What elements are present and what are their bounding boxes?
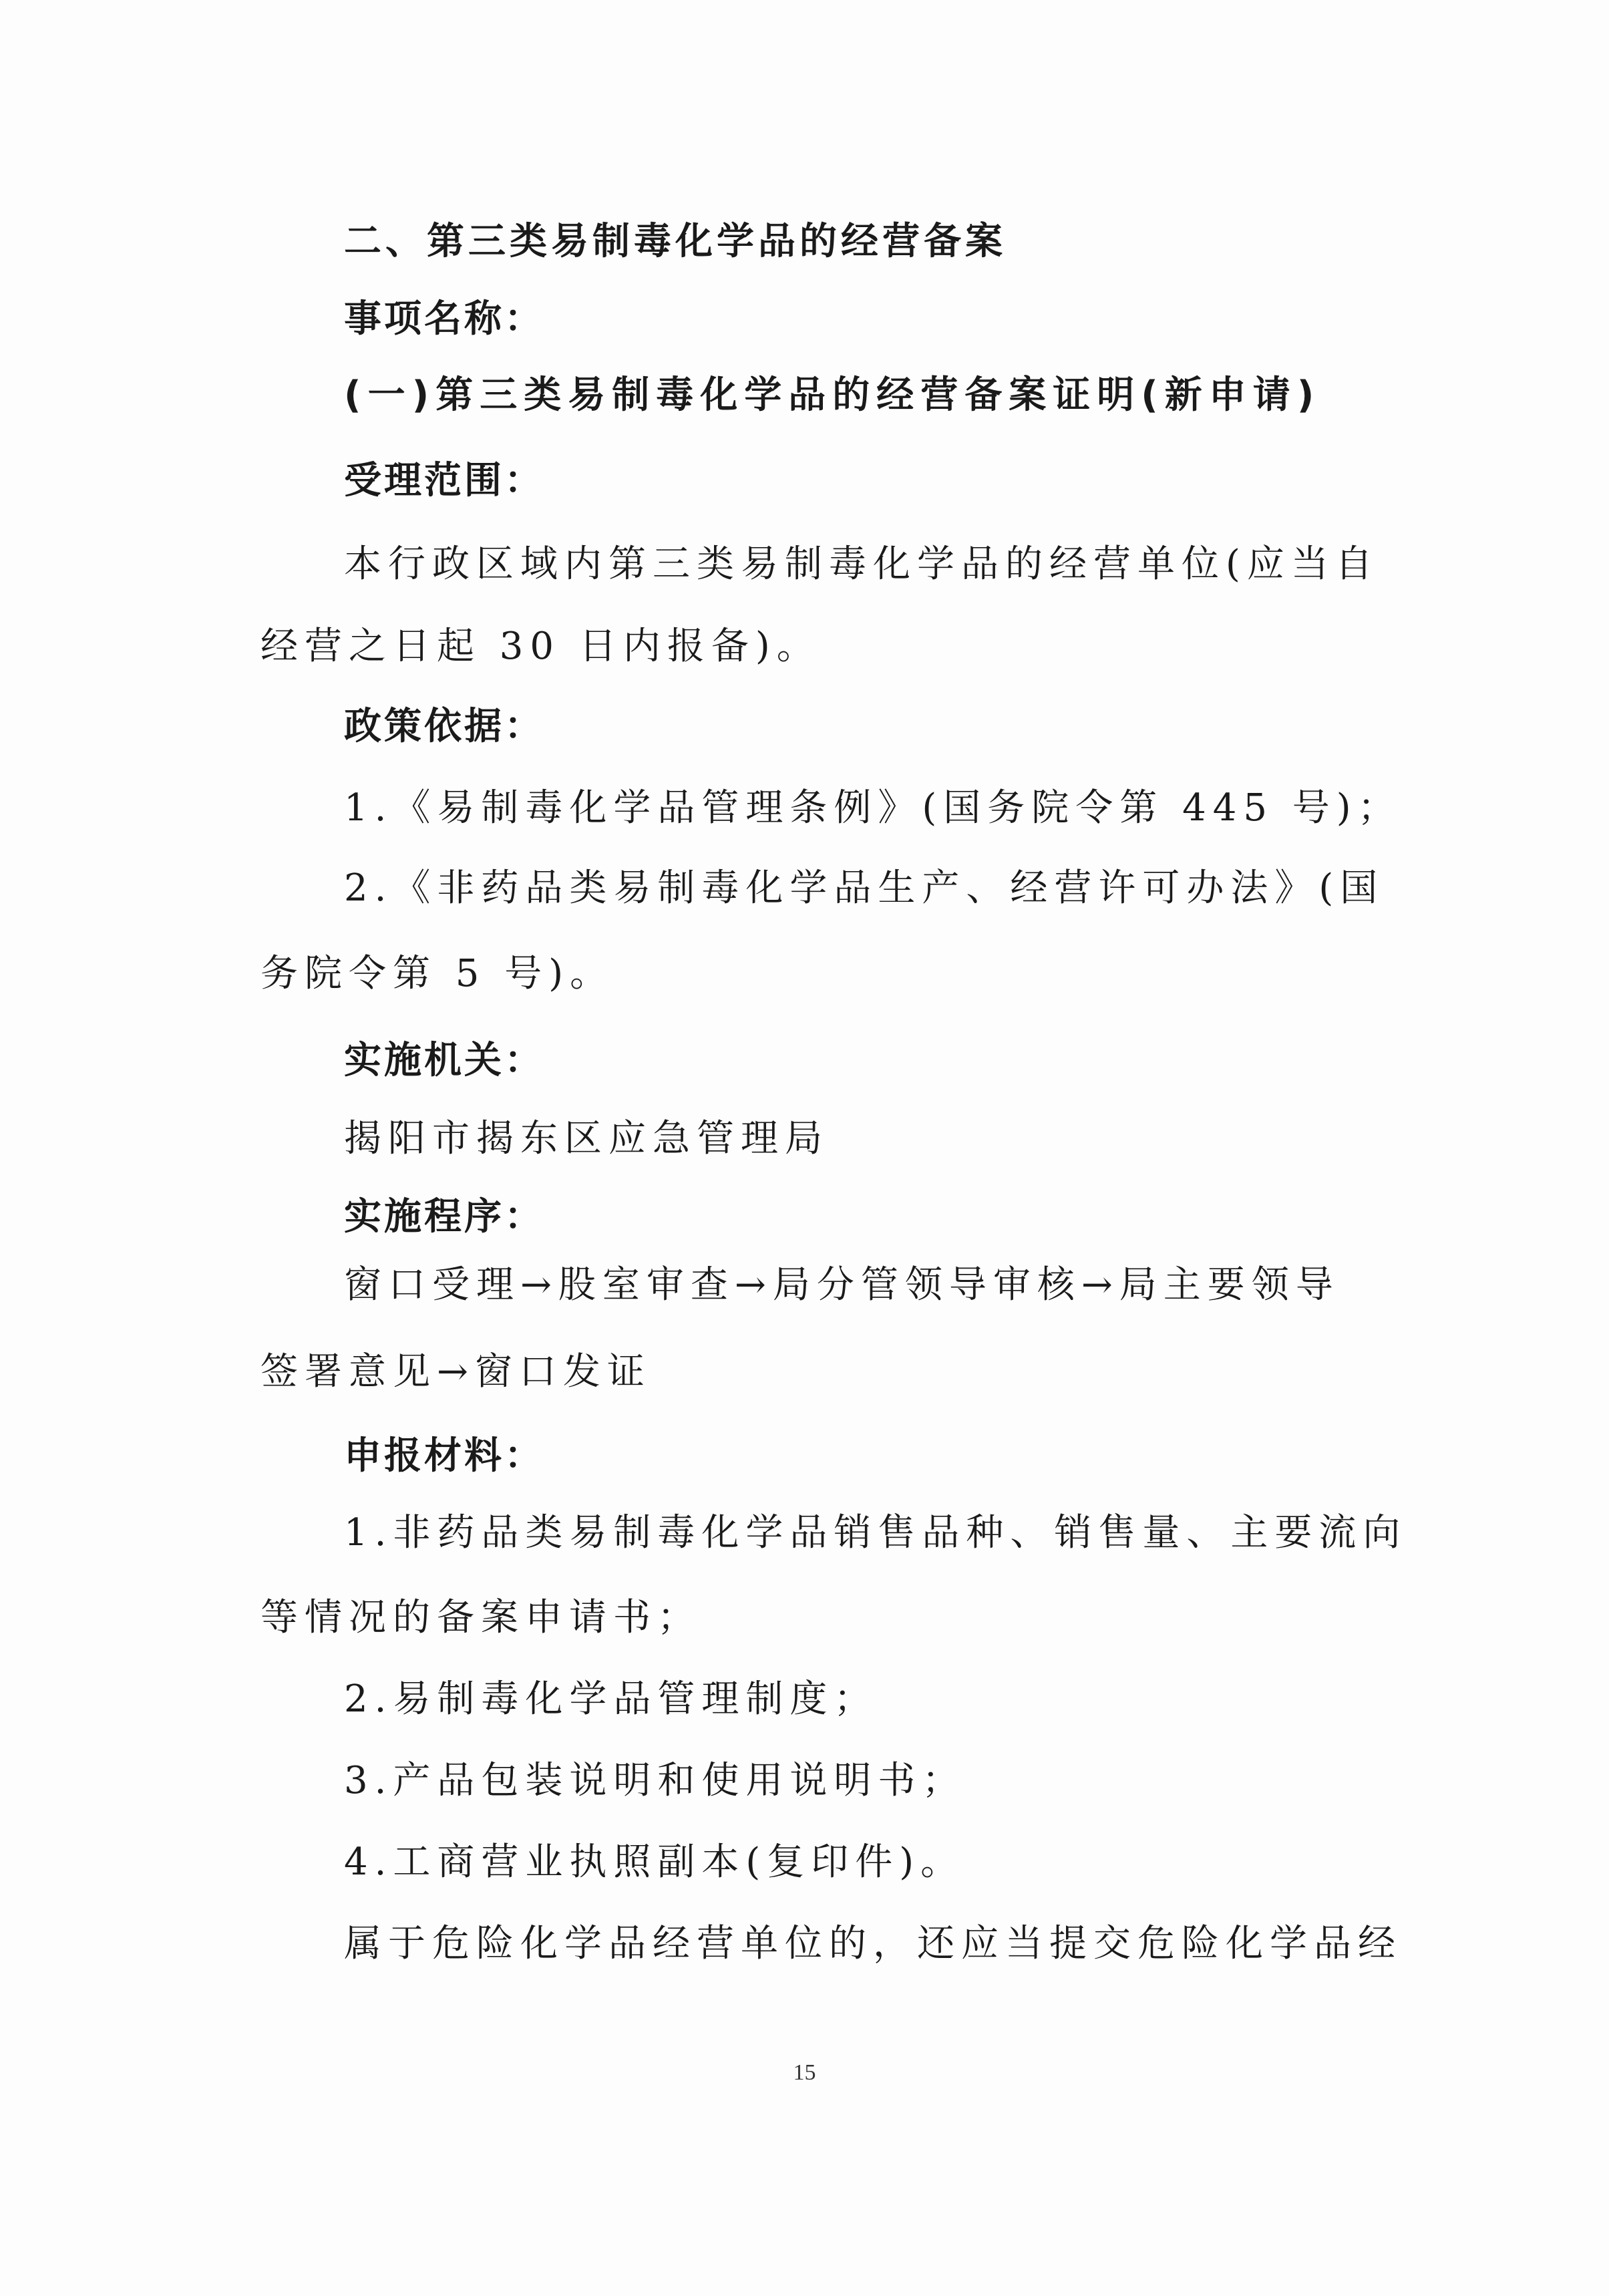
section-title: 二、第三类易制毒化学品的经营备案: [344, 220, 1007, 263]
basis-item-1: 1.《易制毒化学品管理条例》(国务院令第 445 号)；: [344, 786, 1402, 830]
procedure-label: 实施程序：: [344, 1195, 544, 1239]
scope-text-line2: 经营之日起 30 日内报备)。: [260, 625, 821, 668]
scope-text-line1: 本行政区域内第三类易制毒化学品的经营单位(应当自: [344, 542, 1379, 586]
scope-label: 受理范围：: [344, 459, 544, 502]
materials-item-2: 2.易制毒化学品管理制度；: [344, 1677, 878, 1721]
procedure-line2: 签署意见→窗口发证: [260, 1350, 651, 1393]
materials-item-3: 3.产品包装说明和使用说明书；: [344, 1759, 966, 1802]
authority-value: 揭阳市揭东区应急管理局: [344, 1117, 829, 1160]
basis-item-2-line2: 务院令第 5 号)。: [260, 952, 614, 995]
materials-item-1-line1: 1.非药品类易制毒化学品销售品种、销售量、主要流向: [344, 1511, 1407, 1554]
materials-item-1-line2: 等情况的备案申请书；: [260, 1596, 701, 1639]
materials-label: 申报材料：: [344, 1434, 544, 1478]
page-number: 15: [793, 2060, 816, 2085]
item-name-label: 事项名称：: [344, 297, 544, 341]
authority-label: 实施机关：: [344, 1039, 544, 1082]
materials-item-4: 4.工商营业执照副本(复印件)。: [344, 1840, 965, 1884]
procedure-line1: 窗口受理→股室审查→局分管领导审核→局主要领导: [344, 1263, 1340, 1307]
basis-item-2-line1: 2.《非药品类易制毒化学品生产、经营许可办法》(国: [344, 866, 1385, 910]
materials-note-line1: 属于危险化学品经营单位的，还应当提交危险化学品经: [344, 1922, 1402, 1965]
basis-label: 政策依据：: [344, 705, 544, 748]
item-name-value: (一)第三类易制毒化学品的经营备案证明(新申请): [344, 373, 1321, 417]
